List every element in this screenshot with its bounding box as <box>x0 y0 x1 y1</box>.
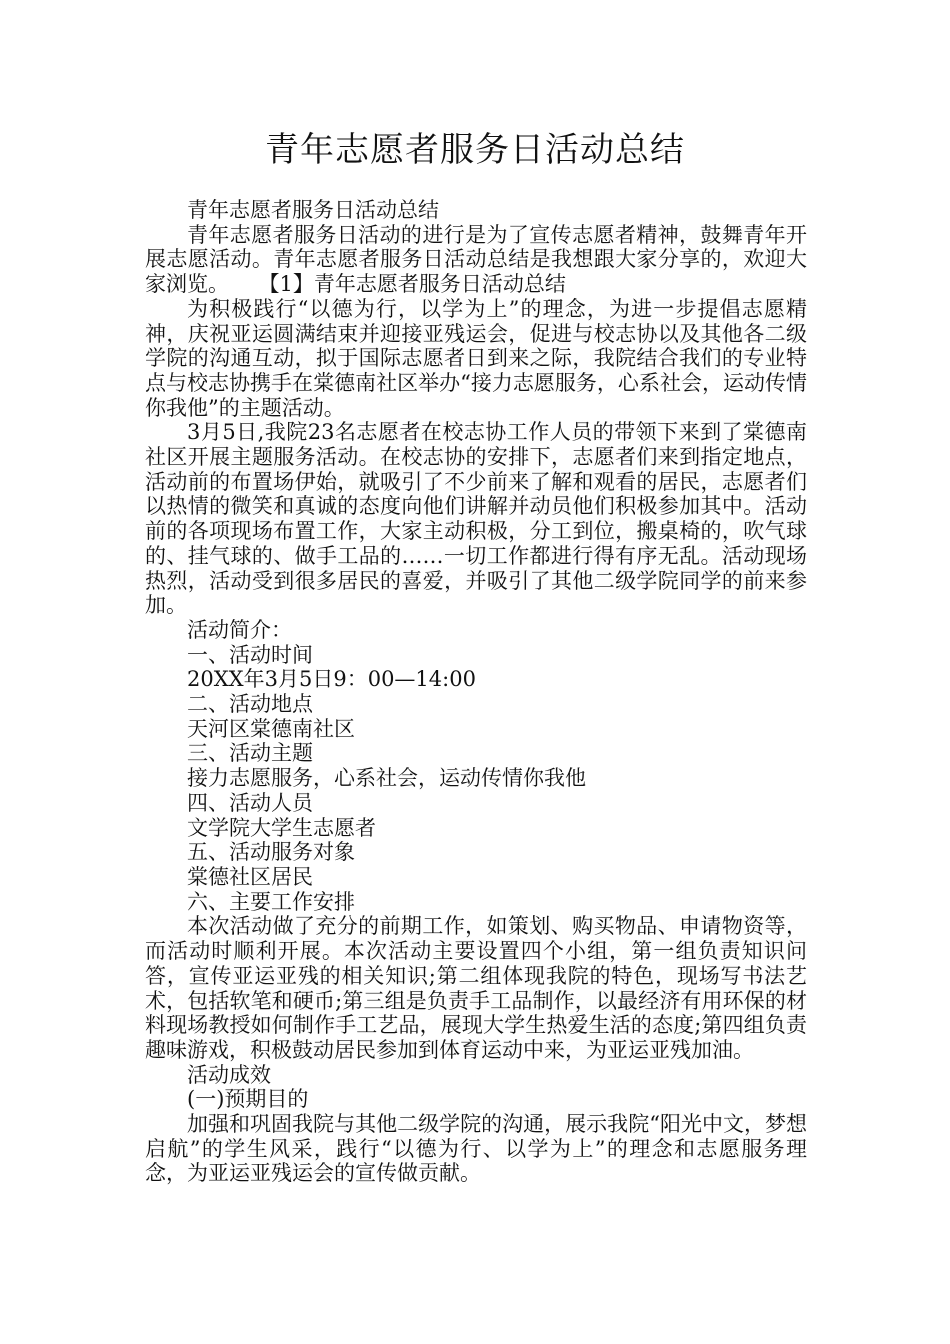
list-item: 一、活动时间 <box>187 642 313 667</box>
list-item: 六、主要工作安排 <box>187 889 355 914</box>
list-item: 二、活动地点 <box>187 692 313 717</box>
intro-text: 青年志愿者服务日活动的进行是为了宣传志愿者精神，鼓舞青年开展志愿活动。青年志愿者服务日活动总结是我想跟大家分享的，欢迎大家浏览。 <box>145 222 807 297</box>
paragraph-arrangement: 本次活动做了充分的前期工作，如策划、购买物品、申请物资等，而活动时顺利开展。本次活动主要设置四个小组，第一组负责知识问答，宣传亚运亚残的相关知识;第二组体现我院的特色，现场写书法艺术，包括软笔和硬币;第三组是负责手工品制作，以最经济有用环保的材料现场教授如何制作手工艺品，展现大学生热爱生活的态度;第四组负责趣味游戏，积极鼓动居民参加到体育运动中来，为亚运亚残加油。 <box>145 914 807 1062</box>
list-item: 五、活动服务对象 <box>187 840 355 865</box>
list-item: 四、活动人员 <box>187 790 313 815</box>
list-item: 活动简介： <box>187 617 292 642</box>
list-item: (一)预期目的 <box>187 1087 309 1112</box>
document-title: 青年志愿者服务日活动总结 <box>265 130 685 170</box>
list-item: 天河区棠德南社区 <box>187 716 355 741</box>
document-subtitle: 青年志愿者服务日活动总结 <box>187 198 439 222</box>
list-item: 接力志愿服务，心系社会，运动传情你我他 <box>187 766 586 791</box>
intro-tail-heading: 【1】青年志愿者服务日活动总结 <box>269 272 566 297</box>
list-item: 20XX年3月5日9：00—14:00 <box>187 667 476 692</box>
intro-paragraph <box>145 223 807 297</box>
document-body <box>145 198 807 1186</box>
list-item: 文学院大学生志愿者 <box>187 815 376 840</box>
list-item: 活动成效 <box>187 1062 271 1087</box>
paragraph-purpose: 为积极践行“以德为行，以学为上”的理念，为进一步提倡志愿精神，庆祝亚运圆满结束并迎接亚残运会，促进与校志协以及其他各二级学院的沟通互动，拟于国际志愿者日到来之际，我院结合我们的专业特点与校志协携手在棠德南社区举办“接力志愿服务，心系社会，运动传情你我他”的主题活动。 <box>145 296 807 420</box>
paragraph-event: 3月5日,我院23名志愿者在校志协工作人员的带领下来到了棠德南社区开展主题服务活动。在校志协的安排下，志愿者们来到指定地点，活动前的布置场伊始，就吸引了不少前来了解和观看的居民，志愿者们以热情的微笑和真诚的态度向他们讲解并动员他们积极参加其中。活动前的各项现场布置工作，大家主动积极，分工到位，搬桌椅的，吹气球的、挂气球的、做手工品的……一切工作都进行得有序无乱。活动现场热烈，活动受到很多居民的喜爱，并吸引了其他二级学院同学的前来参加。 <box>145 420 807 618</box>
list-item: 三、活动主题 <box>187 741 313 766</box>
paragraph-goal: 加强和巩固我院与其他二级学院的沟通，展示我院“阳光中文，梦想启航”的学生风采，践行“以德为行、以学为上”的理念和志愿服务理念，为亚运亚残运会的宣传做贡献。 <box>145 1112 807 1186</box>
list-item: 棠德社区居民 <box>187 864 313 889</box>
